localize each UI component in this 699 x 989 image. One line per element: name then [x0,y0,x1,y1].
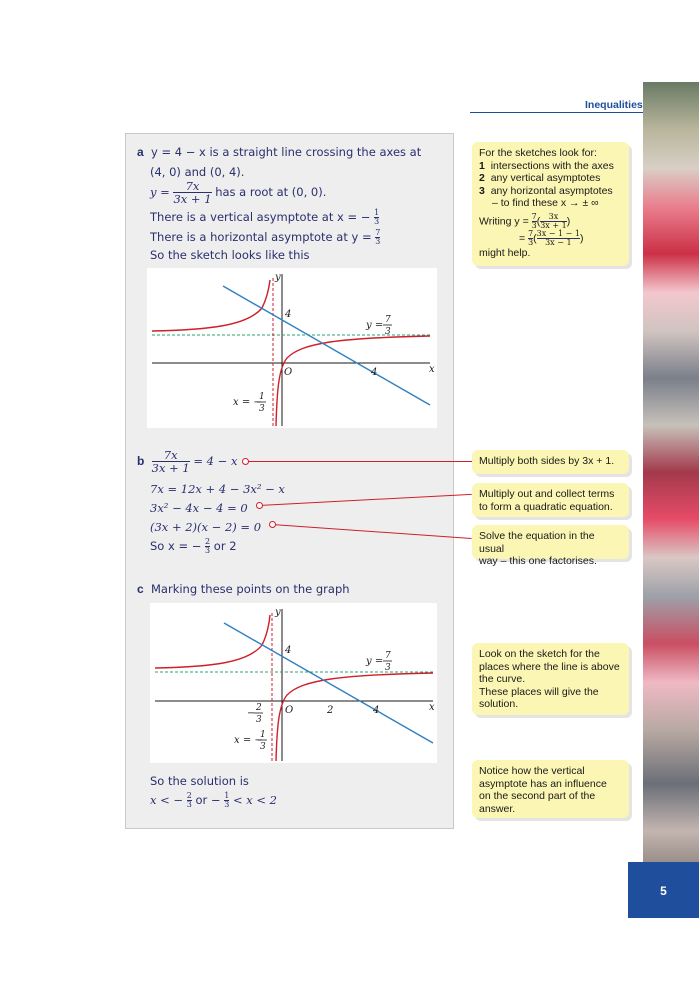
part-b-eq5-rest: or 2 [213,539,237,553]
note-look-line-3: the curve. [479,673,526,685]
part-b-eq1-rest: = 4 − x [193,454,238,468]
answer-frac-2 [224,792,229,809]
part-b-eq5-num: 2 [205,537,211,546]
note-look-line-5: solution. [479,698,519,710]
header-rule [470,112,643,113]
note-item-1-text: intersections with the axes [490,159,614,172]
note-notice-line-2: asymptote has an influence [479,777,607,790]
part-c-line-1 [137,582,350,596]
origin-label-2: O [285,705,294,716]
side-photo [643,82,699,862]
part-c-conclusion: So the solution is [150,774,249,788]
note-collect-terms [472,483,629,517]
part-a-text-1: y = 4 − x is a straight line crossing the axes at [151,145,422,159]
note-collect-line-2: to form a quadratic equation. [479,500,613,513]
note-sketch-title: For the sketches look for: [479,147,597,159]
x-axis-label-2: x [429,702,435,713]
y-intercept-label: 4 [285,309,292,320]
part-a-line-2: (4, 0) and (0, 4). [150,165,245,179]
note-might-help: might help. [479,246,531,259]
part-a-horiz-text: There is a horizontal asymptote at y = [150,230,372,244]
neg-root-den: 3 [256,715,262,725]
part-b-eq-4: (3x + 2)(x − 2) = 0 [150,520,262,534]
note-item-2-text: any vertical asymptotes [490,172,601,184]
part-a-fraction [173,180,211,205]
h-asym-den-2: 3 [385,663,391,673]
note-notice-line-3: on the second part of the [479,790,596,802]
v-asym-den-2: 3 [260,742,266,752]
note-w2-den: 3 [528,237,534,247]
note-writing-line-1: Writing y = $\frac{7}{3}$ ( $\frac{3x}{3x + 1}$ ) [479,211,571,230]
part-c-label: c [137,582,144,596]
v-asym-label: x = − [233,397,262,408]
x-tick-4-label: 4 [373,705,380,716]
note-multiply: Multiply both sides by 3x + 1. [472,450,629,474]
note-eq-sign: = [519,231,526,244]
x-axis-label: x [429,364,435,375]
note-sketch-tips [472,142,629,266]
part-b-label: b [137,454,145,468]
line-y-4-minus-x-2 [224,623,433,743]
answer-part-2: or − [195,793,221,807]
note-solve-line-2: way – this one factorises. [479,555,597,567]
note-sketch-item-1 [479,160,622,173]
page-number: 5 [660,884,667,898]
part-b-eq-2: 7x = 12x + 4 − 3x² − x [150,482,285,496]
y-intercept-label-2: 4 [285,645,292,656]
part-a-fraction-num: 7x [173,180,211,193]
connector-multiply [245,461,472,462]
answer-part-3: < x < 2 [232,793,277,807]
note-asymptote-influence [472,760,629,818]
note-w2-inner-den: 3x − 1 [545,237,572,247]
part-a-vert-frac [374,209,379,226]
part-b-eq5-prefix: So x = − [150,539,202,553]
x-tick-2-label: 2 [327,705,334,716]
part-a-line-3 [150,180,326,205]
part-b-eq5-den: 3 [205,546,211,555]
page-number-tab [628,862,699,918]
v-asym-num: 1 [259,392,265,402]
answer-num-2: 1 [224,791,230,800]
v-asym-den: 3 [259,404,265,414]
answer-den-1: 3 [186,800,192,809]
note-w1-inner-frac [540,213,566,230]
note-sketch-item-3 [479,185,622,198]
note-solve-line-1: Solve the equation in the usual [479,530,595,555]
note-collect-line-1: Multiply out and collect terms [479,488,615,500]
part-a-vert-den: 3 [374,217,380,226]
part-a-vert-text: There is a vertical asymptote at x = − [150,210,371,224]
part-b-fraction-den: 3x + 1 [151,461,190,475]
note-item-2-number: 2 [479,172,485,184]
note-sketch-item-3b: – to find these x → ± ∞ [492,197,599,209]
h-asym-num: 7 [385,315,391,325]
part-a-horiz-den: 3 [375,237,381,246]
section-title: Inequalities [585,99,643,111]
part-a-line-1 [137,145,421,159]
connector-dot-solve [269,521,276,528]
part-a-line-5 [150,229,380,246]
note-look-line-2: places where the line is above [479,660,620,673]
x-intercept-label: 4 [371,367,378,378]
note-w2-inner-frac [537,230,580,247]
part-a-fraction-den: 3x + 1 [173,192,212,206]
part-b-line-1 [137,449,237,474]
part-b-fraction-num: 7x [152,449,190,462]
part-a-line-6: So the sketch looks like this [150,248,310,262]
origin-label: O [284,367,293,378]
note-notice-line-4: answer. [479,802,516,815]
note-item-1-number: 1 [479,159,485,172]
curve-right-branch [276,336,430,426]
note-writing-text: Writing y = [479,214,529,227]
part-a-root-text: has a root at (0, 0). [215,185,327,199]
h-asym-den: 3 [385,327,391,337]
note-writing-line-2: = $\frac{7}{3}$ ( $\frac{3x - 1 - 1}{3x - 1}$ ) [519,228,584,247]
line-y-4-minus-x [223,286,430,405]
note-look-line-1: Look on the sketch for the [479,648,600,660]
connector-dot-multiply [242,458,249,465]
connector-dot-collect [256,502,263,509]
note-look-sketch [472,643,629,715]
note-w1-inner-den: 3x + 1 [540,220,567,230]
part-a-y-equals: y = [150,185,170,199]
part-a-horiz-frac [375,229,380,246]
part-b-eq5-frac [205,538,210,555]
curve-right-branch-2 [276,673,433,761]
part-b-eq-3: 3x² − 4x − 4 = 0 [150,501,248,515]
note-w1-num: 7 [531,211,537,221]
note-w1-den: 3 [531,220,537,230]
neg-root-num: 2 [256,703,262,713]
part-c-intro: Marking these points on the graph [151,582,350,596]
neg-root-minus: − [247,708,256,719]
part-b-eq-5 [150,538,237,555]
v-asym-label-2: x = − [234,735,263,746]
part-b-fraction [152,449,190,474]
part-a-vert-num: 1 [374,208,380,217]
h-asym-label: y = [366,320,384,331]
answer-part-1: x < − [150,793,184,807]
note-w2-inner-num: 3x − 1 − 1 [536,228,581,238]
curve-left-branch-2 [155,615,270,668]
note-notice-line-1: Notice how the vertical [479,765,585,777]
y-axis-label: y [275,272,281,283]
answer-den-2: 3 [224,800,230,809]
part-a-label: a [137,145,144,159]
part-a-line-4 [150,209,379,226]
note-w1-inner-num: 3x [540,213,566,222]
sketch-graph-1 [147,268,437,428]
note-w2-frac [528,230,533,247]
h-asym-label-2: y = [366,656,384,667]
note-w2-num: 7 [528,228,534,238]
note-sketch-item-2 [479,172,622,185]
note-w1-frac [532,213,537,230]
h-asym-num-2: 7 [385,651,391,661]
answer-num-1: 2 [186,791,192,800]
curve-left-branch [152,280,270,331]
note-item-3-text: any horizontal asymptotes [490,184,613,197]
note-look-line-4: These places will give the [479,685,599,698]
note-item-3-number: 3 [479,184,485,197]
answer-frac-1 [187,792,192,809]
v-asym-num-2: 1 [260,730,266,740]
part-c-answer [150,792,277,809]
part-a-horiz-num: 7 [375,228,381,237]
note-solve [472,525,629,567]
sketch-graph-2 [150,603,437,763]
y-axis-label-2: y [275,607,281,618]
